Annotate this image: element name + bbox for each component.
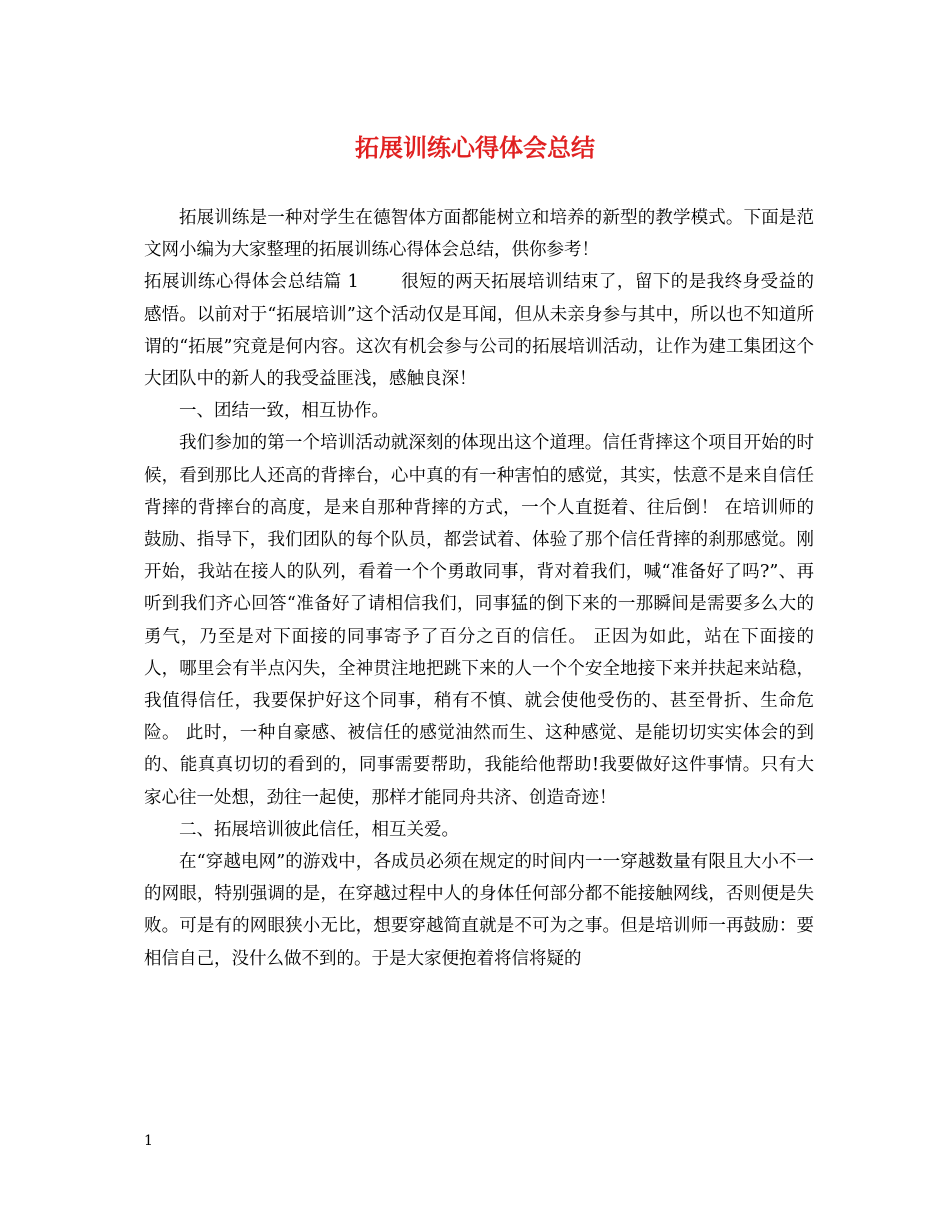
- heading-unity: 一、团结一致，相互协作。: [179, 401, 389, 422]
- section-paragraph: [144, 266, 814, 395]
- heading-trust: 二、拓展培训彼此信任，相互关爱。: [179, 819, 459, 840]
- document-title: 拓展训练心得体会总结: [355, 133, 595, 162]
- intro-paragraph: 拓展训练是一种对学生在德智体方面都能树立和培养的新型的教学模式。下面是范文网小编为大家整理的拓展训练心得体会总结，供你参考！: [144, 208, 814, 261]
- section-opening-text: 很短的两天拓展培训结束了，留下的是我终身受益的感悟。以前对于“拓展培训”这个活动仅是耳闻，但从未亲身参与其中，所以也不知道所谓的“拓展”究竟是何内容。这次有机会参与公司的拓展培训活动，让作为建工集团这个大团队中的新人的我受益匪浅，感触良深！: [144, 272, 815, 390]
- spider-web-paragraph: 在“穿越电网”的游戏中，各成员必须在规定的时间内一一穿越数量有限且大小不一的网眼，特别强调的是，在穿越过程中人的身体任何部分都不能接触网线，否则便是失败。可是有的网眼狭小无比，想要穿越简直就是不可为之事。但是培训师一再鼓励：要相信自己，没什么做不到的。于是大家便抱着将信将疑的: [144, 852, 814, 969]
- trust-fall-paragraph: 我们参加的第一个培训活动就深刻的体现出这个道理。信任背摔这个项目开始的时候，看到那比人还高的背摔台，心中真的有一种害怕的感觉，其实，怯意不是来自信任背摔的背摔台的高度，是来自那种背摔的方式，一个人直挺着、往后倒！ 在培训师的鼓励、指导下，我们团队的每个队员，都尝试着、体验了那个信任背摔的刹那感觉。刚开始，我站在接人的队列，看着一个个勇敢同事，背对着我们，喊“准备好了吗?”、再听到我们齐心回答“准备好了请相信我们，同事猛的倒下来的一那瞬间是需要多么大的勇气，乃至是对下面接的同事寄予了百分之百的信任。 正因为如此，站在下面接的人，哪里会有半点闪失，全神贯注地把跳下来的人一个个安全地接下来并扶起来站稳，我值得信任，我要保护好这个同事，稍有不慎、就会使他受伤的、甚至骨折、生命危险。 此时，一种自豪感、被信任的感觉油然而生、这种感觉、是能切切实实体会的到的、能真真切切的看到的，同事需要帮助，我能给他帮助!我要做好这件事情。只有大家心往一处想，劲往一起使，那样才能同舟共济、创造奇迹！: [144, 433, 814, 808]
- section-label: 拓展训练心得体会总结篇 1: [144, 272, 359, 293]
- document-body: [144, 202, 814, 975]
- page-number: 1: [144, 1133, 153, 1149]
